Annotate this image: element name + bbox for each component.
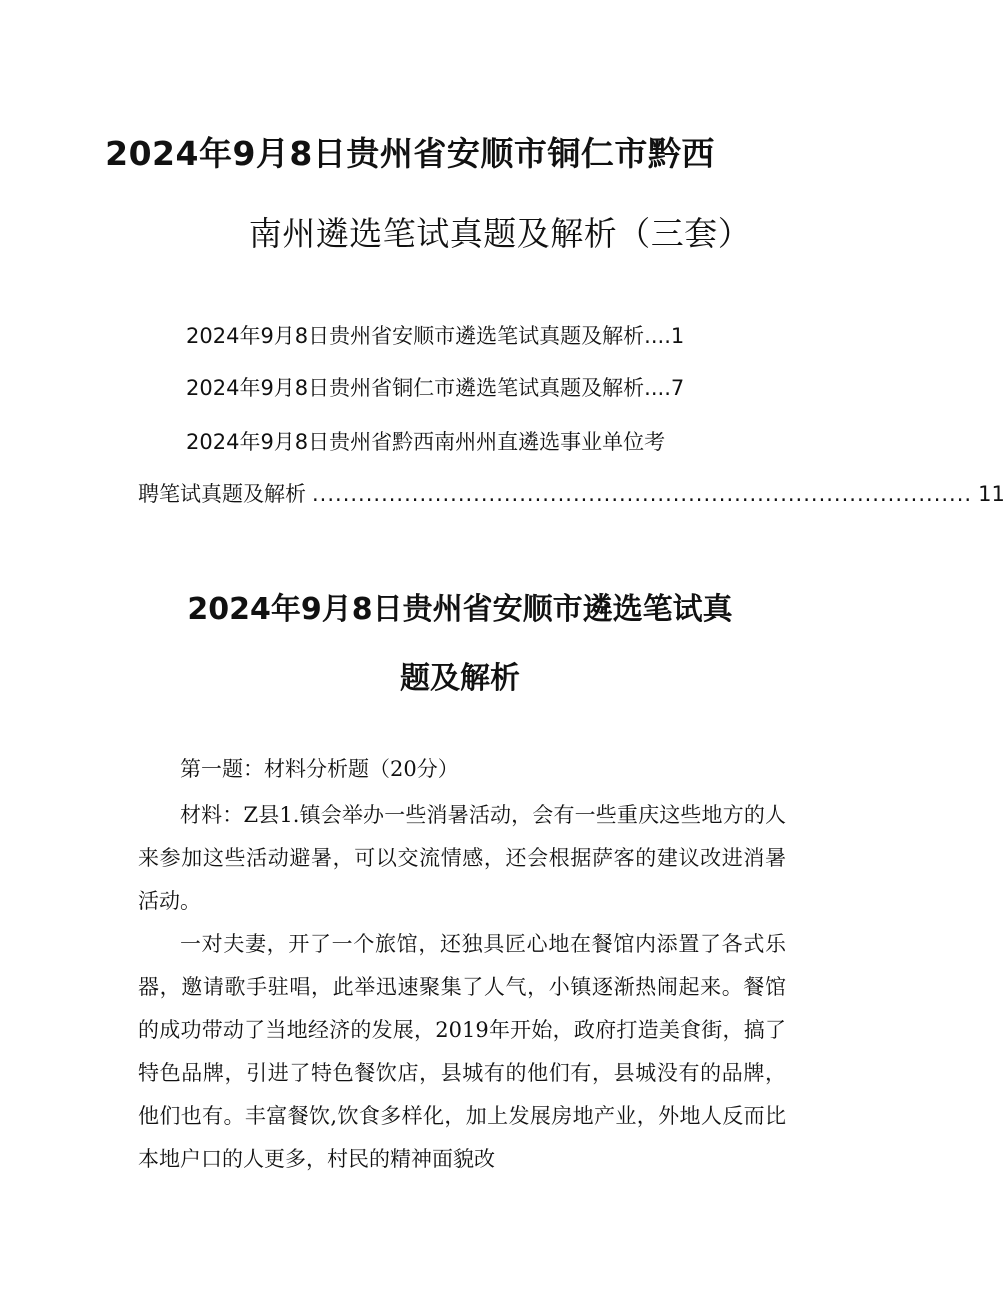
material-paragraph-1: 材料：Z县1.镇会举办一些消暑活动，会有一些重庆这些地方的人来参加这些活动避暑，可以交流情感，还会根据萨客的建议改进消暑活动。 bbox=[138, 803, 786, 913]
toc-entry-1[interactable]: 2024年9月8日贵州省安顺市遴选笔试真题及解析....1 bbox=[186, 324, 685, 348]
toc-entry-3-line-1[interactable]: 2024年9月8日贵州省黔西南州州直遴选事业单位考 bbox=[186, 430, 666, 454]
toc-leader-dots: ...................................................................................... bbox=[312, 482, 973, 506]
material-paragraph-2: 一对夫妻，开了一个旅馆，还独具匠心地在餐馆内添置了各式乐器，邀请歌手驻唱，此举迅速聚集了人气，小镇逐渐热闹起来。餐馆的成功带动了当地经济的发展，2019年开始，政府打造美食街，搞了特色品牌，引进了特色餐饮店，县城有的他们有，县城没有的品牌，他们也有。丰富餐饮,饮食多样化，加上发展房地产业，外地人反而比本地户口的人更多，村民的精神面貌改 bbox=[138, 932, 786, 1171]
toc-entry-3-text: 聘笔试真题及解析 bbox=[138, 482, 306, 506]
toc-entry-2[interactable]: 2024年9月8日贵州省铜仁市遴选笔试真题及解析....7 bbox=[186, 376, 685, 400]
question-heading: 第一题：材料分析题（20分） bbox=[180, 757, 459, 781]
toc-entry-3-line-2[interactable] bbox=[138, 480, 1005, 508]
toc-entry-3-page: 11 bbox=[978, 482, 1005, 506]
section-title-line-2: 题及解析 bbox=[400, 661, 520, 696]
main-title-line-1: 2024年9月8日贵州省安顺市铜仁市黔西 bbox=[105, 134, 715, 173]
main-title-line-2: 南州遴选笔试真题及解析（三套） bbox=[248, 214, 752, 253]
section-title-line-1: 2024年9月8日贵州省安顺市遴选笔试真 bbox=[187, 592, 733, 627]
